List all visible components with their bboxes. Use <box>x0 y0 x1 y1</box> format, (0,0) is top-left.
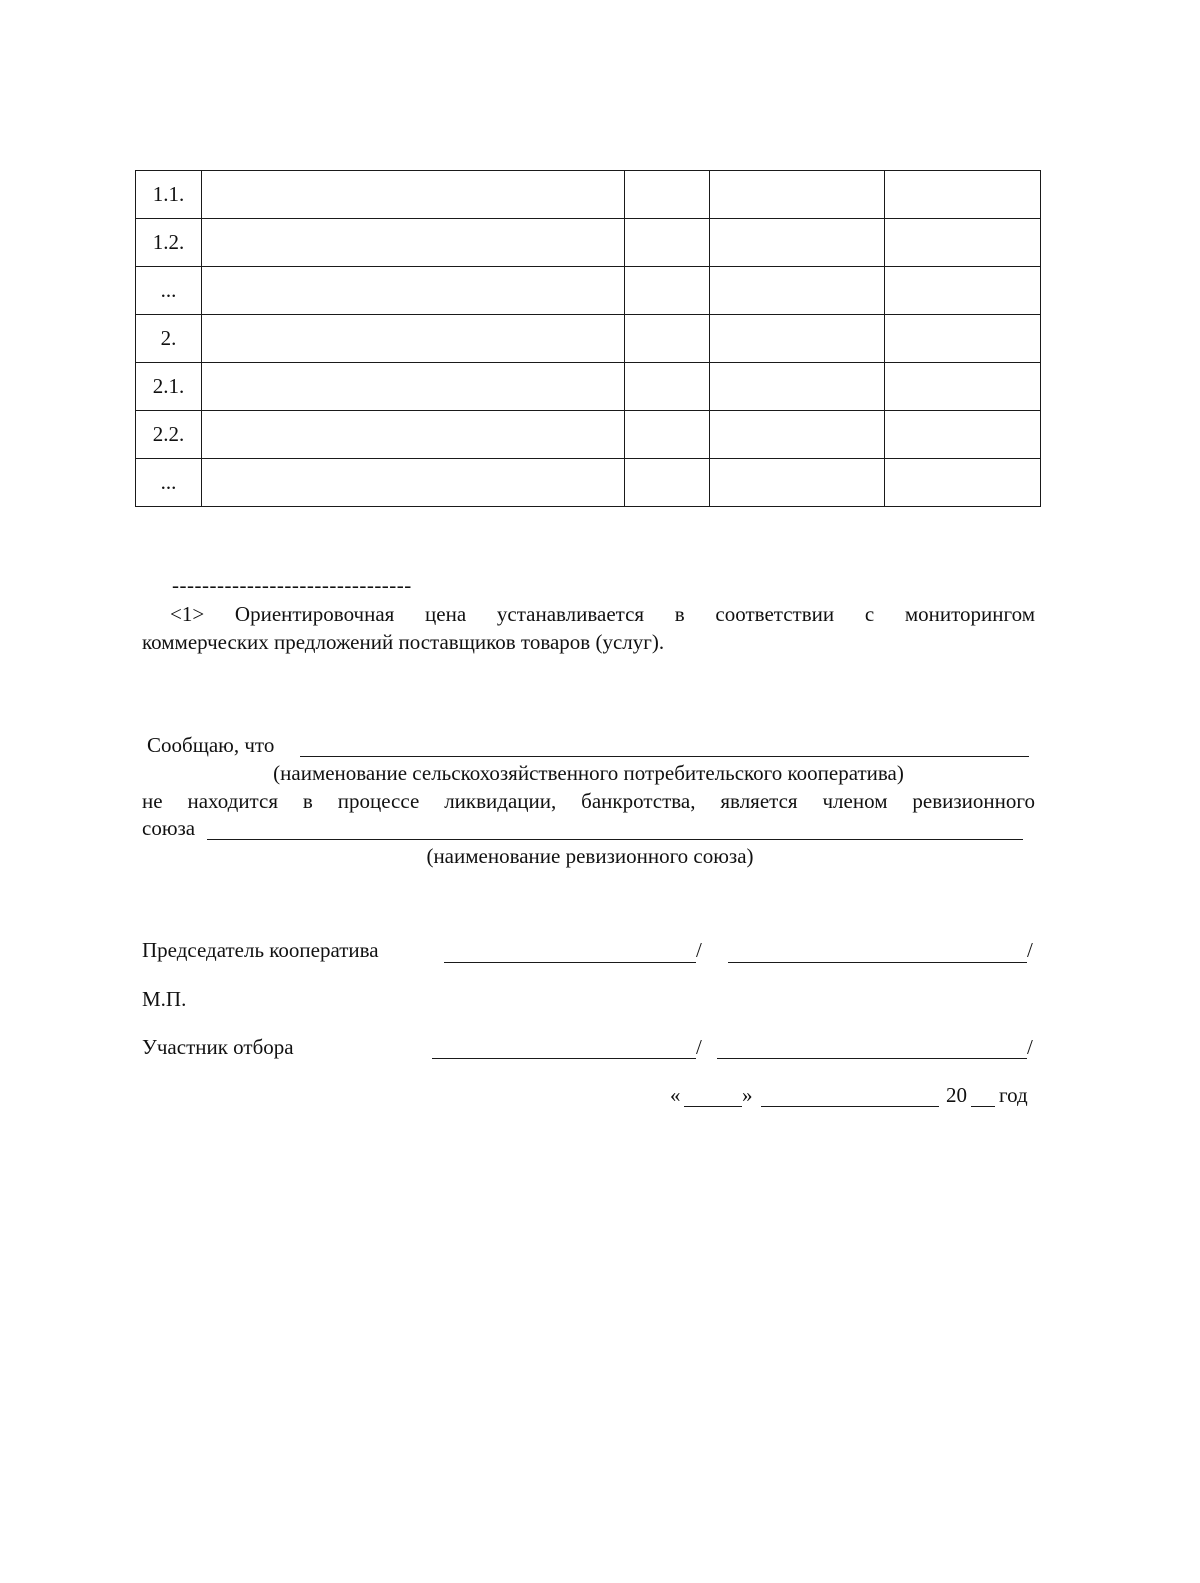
table-cell[interactable] <box>624 267 709 315</box>
table-row <box>136 459 1041 507</box>
union-label: союза <box>142 816 196 840</box>
table-cell[interactable] <box>709 171 884 219</box>
participant-slash-1: / <box>696 1035 702 1059</box>
items-table-body <box>136 171 1041 507</box>
footnote-separator: -------------------------------- <box>172 573 412 597</box>
date-year-suffix: год <box>999 1083 1028 1107</box>
statement-status-line: не находится в процессе ликвидации, банкротства, является членом ревизионного <box>142 789 1035 813</box>
row-number-cell: ... <box>136 459 202 507</box>
row-number-cell: 2.2. <box>136 411 202 459</box>
table-cell[interactable] <box>884 219 1040 267</box>
table-cell[interactable] <box>202 363 624 411</box>
date-open-quote: « <box>670 1083 681 1107</box>
row-number-cell: 1.1. <box>136 171 202 219</box>
table-cell[interactable] <box>202 411 624 459</box>
items-table <box>135 170 1041 507</box>
table-cell[interactable] <box>624 171 709 219</box>
table-cell[interactable] <box>202 171 624 219</box>
table-cell[interactable] <box>884 267 1040 315</box>
table-cell[interactable] <box>884 171 1040 219</box>
row-number-cell: 2.1. <box>136 363 202 411</box>
seal-label: М.П. <box>142 987 187 1011</box>
participant-label: Участник отбора <box>142 1035 294 1059</box>
footnote-line-1: <1> Ориентировочная цена устанавливается в соответствии с мониторингом <box>170 602 1035 626</box>
row-number-cell: 1.2. <box>136 219 202 267</box>
chairman-name-field[interactable] <box>728 962 1027 963</box>
table-cell[interactable] <box>624 315 709 363</box>
statement-intro: Сообщаю, что <box>147 733 275 757</box>
table-cell[interactable] <box>709 411 884 459</box>
union-name-field[interactable] <box>207 839 1023 840</box>
table-cell[interactable] <box>709 267 884 315</box>
row-number-cell: ... <box>136 267 202 315</box>
footnote-line-2: коммерческих предложений поставщиков товаров (услуг). <box>142 630 665 654</box>
footnote <box>142 600 1035 656</box>
table-cell[interactable] <box>202 219 624 267</box>
table-row <box>136 315 1041 363</box>
caption-cooperative: (наименование сельскохозяйственного потребительского кооператива) <box>273 761 904 785</box>
participant-slash-2: / <box>1027 1035 1033 1059</box>
date-month-field[interactable] <box>761 1106 939 1107</box>
table-cell[interactable] <box>202 267 624 315</box>
table-cell[interactable] <box>202 315 624 363</box>
table-cell[interactable] <box>884 459 1040 507</box>
table-cell[interactable] <box>624 363 709 411</box>
table-cell[interactable] <box>709 459 884 507</box>
row-number-cell: 2. <box>136 315 202 363</box>
table-row <box>136 363 1041 411</box>
chairman-signature-field[interactable] <box>444 962 696 963</box>
table-row <box>136 219 1041 267</box>
cooperative-name-field[interactable] <box>300 756 1029 757</box>
table-cell[interactable] <box>884 363 1040 411</box>
participant-name-field[interactable] <box>717 1058 1027 1059</box>
chairman-slash-2: / <box>1027 938 1033 962</box>
chairman-label: Председатель кооператива <box>142 938 379 962</box>
table-cell[interactable] <box>624 411 709 459</box>
table-cell[interactable] <box>709 363 884 411</box>
table-row <box>136 171 1041 219</box>
table-cell[interactable] <box>624 459 709 507</box>
date-close-quote: » <box>742 1083 753 1107</box>
table-row <box>136 411 1041 459</box>
table-cell[interactable] <box>709 315 884 363</box>
date-year-prefix: 20 <box>946 1083 967 1107</box>
date-year-field[interactable] <box>971 1106 995 1107</box>
caption-union: (наименование ревизионного союза) <box>426 844 754 868</box>
participant-signature-field[interactable] <box>432 1058 696 1059</box>
table-cell[interactable] <box>709 219 884 267</box>
table-row <box>136 267 1041 315</box>
table-cell[interactable] <box>624 219 709 267</box>
table-cell[interactable] <box>202 459 624 507</box>
date-day-field[interactable] <box>684 1106 742 1107</box>
table-cell[interactable] <box>884 411 1040 459</box>
table-cell[interactable] <box>884 315 1040 363</box>
chairman-slash-1: / <box>696 938 702 962</box>
